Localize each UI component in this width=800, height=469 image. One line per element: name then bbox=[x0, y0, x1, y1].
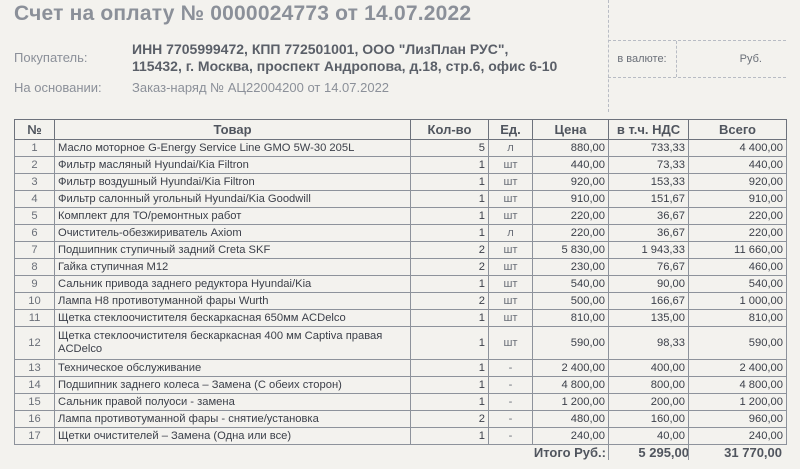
row-product-name: Комплект для ТО/ремонтных работ bbox=[55, 208, 411, 225]
row-number: 2 bbox=[15, 157, 55, 174]
row-quantity: 2 bbox=[411, 242, 489, 259]
row-quantity: 1 bbox=[411, 208, 489, 225]
row-product-name: Фильтр масляный Hyundai/Kia Filtron bbox=[55, 157, 411, 174]
row-unit: - bbox=[489, 428, 533, 445]
row-price: 240,00 bbox=[533, 428, 609, 445]
totals-sum: 31 770,00 bbox=[688, 445, 786, 460]
row-quantity: 2 bbox=[411, 259, 489, 276]
row-price: 5 830,00 bbox=[533, 242, 609, 259]
row-number: 5 bbox=[15, 208, 55, 225]
row-vat: 76,67 bbox=[609, 259, 689, 276]
table-row bbox=[15, 225, 787, 242]
row-unit: шт bbox=[489, 293, 533, 310]
items-table bbox=[14, 119, 787, 445]
row-vat: 135,00 bbox=[609, 310, 689, 327]
row-vat: 400,00 bbox=[609, 360, 689, 377]
buyer-line-2: 115432, г. Москва, проспект Андропова, д.18, стр.6, офис 6-10 bbox=[132, 58, 558, 74]
row-total: 220,00 bbox=[689, 225, 787, 242]
col-header-price: Цена bbox=[533, 120, 609, 140]
table-row bbox=[15, 276, 787, 293]
row-unit: - bbox=[489, 377, 533, 394]
table-row bbox=[15, 174, 787, 191]
row-vat: 733,33 bbox=[609, 140, 689, 157]
row-unit: шт bbox=[489, 259, 533, 276]
col-header-quantity: Кол-во bbox=[411, 120, 489, 140]
row-unit: л bbox=[489, 225, 533, 242]
col-header-vat: в т.ч. НДС bbox=[609, 120, 689, 140]
row-number: 12 bbox=[15, 327, 55, 360]
row-quantity: 1 bbox=[411, 360, 489, 377]
row-price: 2 400,00 bbox=[533, 360, 609, 377]
buyer-line-1: ИНН 7705999472, КПП 772501001, ООО "ЛизПлан РУС", bbox=[132, 41, 509, 57]
row-total: 240,00 bbox=[689, 428, 787, 445]
row-vat: 800,00 bbox=[609, 377, 689, 394]
row-vat: 40,00 bbox=[609, 428, 689, 445]
currency-value: Руб. bbox=[739, 53, 762, 65]
row-quantity: 2 bbox=[411, 293, 489, 310]
row-quantity: 1 bbox=[411, 225, 489, 242]
table-row bbox=[15, 394, 787, 411]
row-product-name: Лампа противотуманной фары - снятие/установка bbox=[55, 411, 411, 428]
row-quantity: 1 bbox=[411, 276, 489, 293]
row-unit: - bbox=[489, 360, 533, 377]
row-quantity: 1 bbox=[411, 394, 489, 411]
row-number: 15 bbox=[15, 394, 55, 411]
row-vat: 90,00 bbox=[609, 276, 689, 293]
row-product-name: Щетка стеклоочистителя бескаркасная 650мм ACDelco bbox=[55, 310, 411, 327]
row-quantity: 1 bbox=[411, 191, 489, 208]
row-number: 16 bbox=[15, 411, 55, 428]
table-row bbox=[15, 140, 787, 157]
row-vat: 73,33 bbox=[609, 157, 689, 174]
row-vat: 200,00 bbox=[609, 394, 689, 411]
row-quantity: 1 bbox=[411, 174, 489, 191]
row-total: 1 000,00 bbox=[689, 293, 787, 310]
row-total: 920,00 bbox=[689, 174, 787, 191]
table-row bbox=[15, 157, 787, 174]
row-total: 590,00 bbox=[689, 327, 787, 360]
row-price: 220,00 bbox=[533, 225, 609, 242]
row-total: 4 400,00 bbox=[689, 140, 787, 157]
row-vat: 98,33 bbox=[609, 327, 689, 360]
row-product-name: Подшипник заднего колеса – Замена (С обеих сторон) bbox=[55, 377, 411, 394]
table-row bbox=[15, 293, 787, 310]
row-number: 8 bbox=[15, 259, 55, 276]
row-quantity: 1 bbox=[411, 327, 489, 360]
basis-label: На основании: bbox=[14, 80, 102, 95]
col-header-number: № bbox=[15, 120, 55, 140]
row-total: 540,00 bbox=[689, 276, 787, 293]
col-header-total: Всего bbox=[689, 120, 787, 140]
buyer-label: Покупатель: bbox=[14, 50, 88, 65]
row-product-name: Гайка ступичная М12 bbox=[55, 259, 411, 276]
row-price: 540,00 bbox=[533, 276, 609, 293]
row-unit: л bbox=[489, 140, 533, 157]
row-vat: 160,00 bbox=[609, 411, 689, 428]
row-number: 17 bbox=[15, 428, 55, 445]
row-vat: 166,67 bbox=[609, 293, 689, 310]
table-row bbox=[15, 208, 787, 225]
row-total: 4 800,00 bbox=[689, 377, 787, 394]
totals-vat: 5 295,00 bbox=[608, 445, 689, 460]
row-quantity: 1 bbox=[411, 310, 489, 327]
row-total: 810,00 bbox=[689, 310, 787, 327]
row-total: 440,00 bbox=[689, 157, 787, 174]
row-unit: шт bbox=[489, 327, 533, 360]
row-price: 1 200,00 bbox=[533, 394, 609, 411]
row-unit: - bbox=[489, 394, 533, 411]
table-row bbox=[15, 310, 787, 327]
row-vat: 153,33 bbox=[609, 174, 689, 191]
row-unit: шт bbox=[489, 276, 533, 293]
row-total: 220,00 bbox=[689, 208, 787, 225]
row-product-name: Сальник привода заднего редуктора Hyundai/Kia bbox=[55, 276, 411, 293]
table-header-row bbox=[15, 120, 787, 140]
row-number: 7 bbox=[15, 242, 55, 259]
row-product-name: Фильтр салонный угольный Hyundai/Kia Goodwill bbox=[55, 191, 411, 208]
row-product-name: Лампа Н8 противотуманной фары Wurth bbox=[55, 293, 411, 310]
row-number: 9 bbox=[15, 276, 55, 293]
row-unit: шт bbox=[489, 310, 533, 327]
row-price: 220,00 bbox=[533, 208, 609, 225]
row-product-name: Очиститель-обезжириватель Axiom bbox=[55, 225, 411, 242]
row-number: 1 bbox=[15, 140, 55, 157]
row-total: 1 200,00 bbox=[689, 394, 787, 411]
row-price: 590,00 bbox=[533, 327, 609, 360]
row-unit: шт bbox=[489, 208, 533, 225]
row-vat: 36,67 bbox=[609, 225, 689, 242]
row-unit: шт bbox=[489, 242, 533, 259]
table-row bbox=[15, 242, 787, 259]
row-number: 4 bbox=[15, 191, 55, 208]
basis-value: Заказ-наряд № АЦ22004200 от 14.07.2022 bbox=[132, 80, 390, 95]
totals-row bbox=[14, 442, 786, 464]
col-header-product: Товар bbox=[55, 120, 411, 140]
row-product-name: Щетка стеклоочистителя бескаркасная 400 мм Captiva правая ACDelco bbox=[55, 327, 411, 360]
row-quantity: 1 bbox=[411, 428, 489, 445]
row-total: 960,00 bbox=[689, 411, 787, 428]
row-product-name: Масло моторное G-Energy Service Line GMO 5W-30 205L bbox=[55, 140, 411, 157]
row-unit: шт bbox=[489, 174, 533, 191]
row-number: 6 bbox=[15, 225, 55, 242]
table-row bbox=[15, 411, 787, 428]
row-price: 910,00 bbox=[533, 191, 609, 208]
invoice-title: Счет на оплату № 0000024773 от 14.07.2022 bbox=[14, 2, 472, 25]
row-vat: 1 943,33 bbox=[609, 242, 689, 259]
row-unit: шт bbox=[489, 157, 533, 174]
currency-row bbox=[608, 40, 786, 78]
row-product-name: Подшипник ступичный задний Creta SKF bbox=[55, 242, 411, 259]
row-price: 920,00 bbox=[533, 174, 609, 191]
row-product-name: Фильтр воздушный Hyundai/Kia Filtron bbox=[55, 174, 411, 191]
table-row bbox=[15, 191, 787, 208]
totals-label: Итого Руб.: bbox=[533, 445, 606, 460]
row-vat: 36,67 bbox=[609, 208, 689, 225]
table-row bbox=[15, 360, 787, 377]
row-unit: - bbox=[489, 411, 533, 428]
row-quantity: 1 bbox=[411, 377, 489, 394]
col-header-unit: Ед. bbox=[489, 120, 533, 140]
row-number: 11 bbox=[15, 310, 55, 327]
row-quantity: 2 bbox=[411, 411, 489, 428]
row-vat: 151,67 bbox=[609, 191, 689, 208]
row-product-name: Сальник правой полуоси - замена bbox=[55, 394, 411, 411]
row-price: 440,00 bbox=[533, 157, 609, 174]
row-number: 10 bbox=[15, 293, 55, 310]
row-product-name: Щетки очистителей – Замена (Одна или все) bbox=[55, 428, 411, 445]
currency-label: в валюте: bbox=[608, 41, 677, 77]
row-price: 500,00 bbox=[533, 293, 609, 310]
row-number: 14 bbox=[15, 377, 55, 394]
row-number: 13 bbox=[15, 360, 55, 377]
row-total: 910,00 bbox=[689, 191, 787, 208]
row-quantity: 1 bbox=[411, 157, 489, 174]
row-total: 11 660,00 bbox=[689, 242, 787, 259]
row-quantity: 5 bbox=[411, 140, 489, 157]
row-price: 230,00 bbox=[533, 259, 609, 276]
row-number: 3 bbox=[15, 174, 55, 191]
row-price: 810,00 bbox=[533, 310, 609, 327]
row-price: 880,00 bbox=[533, 140, 609, 157]
row-total: 2 400,00 bbox=[689, 360, 787, 377]
row-total: 460,00 bbox=[689, 259, 787, 276]
row-price: 480,00 bbox=[533, 411, 609, 428]
row-product-name: Техническое обслуживание bbox=[55, 360, 411, 377]
table-row bbox=[15, 377, 787, 394]
row-price: 4 800,00 bbox=[533, 377, 609, 394]
table-row bbox=[15, 259, 787, 276]
row-unit: шт bbox=[489, 191, 533, 208]
table-row bbox=[15, 327, 787, 360]
